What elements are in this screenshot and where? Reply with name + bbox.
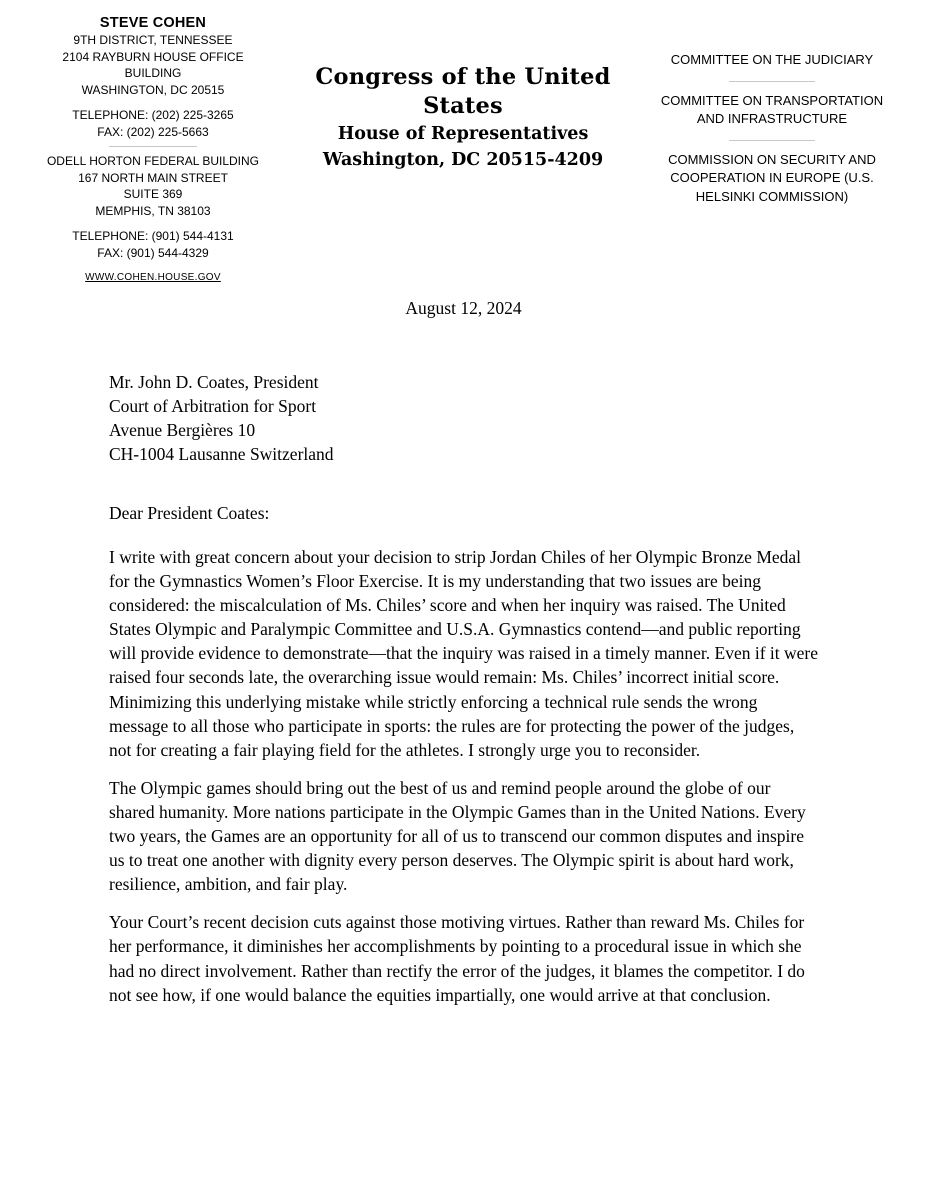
member-contact-block (38, 14, 268, 287)
salutation: Dear President Coates: (109, 503, 270, 523)
masthead-house: House of Representatives (337, 124, 589, 144)
local-office-line-2: 167 NORTH MAIN STREET (78, 170, 228, 185)
dc-office-line-1: 2104 RAYBURN HOUSE OFFICE BUILDING (62, 49, 244, 80)
local-fax: FAX: (901) 544-4329 (97, 245, 209, 260)
recipient-address (109, 370, 334, 466)
body-paragraph: I write with great concern about your decision to strip Jordan Chiles of her Olympic Bronze Medal for the Gymnastics Women’s Floor Exercise. It is my understanding that two issues are being considered: the miscalculation of Ms. Chiles’ score and when her inquiry was raised. The United States Olympic and Paralympic Committee and U.S.A. Gymnastics contend—and public reporting will provide evidence to demonstrate—that the inquiry was raised in a timely manner. Even if it were raised four seconds late, the overarching issue would remain: Ms. Chiles’ incorrect initial score. Minimizing this underlying mistake while strictly enforcing a technical rule sends the wrong message to all those who participate in sports: the rules are for protecting the power of the judges, not for creating a fair playing field for the athletes. I strongly urge you to reconsider. (109, 547, 819, 760)
body-paragraph: The Olympic games should bring out the best of us and remind people around the globe of our shared humanity. More nations participate in the Olympic Games than in the United Nations. Every two years, the Games are an opportunity for all of us to transcend our common disputes and inspire us to treat one another with dignity every person deserves. The Olympic spirit is about hard work, resilience, ambition, and fair play. (109, 777, 806, 895)
member-name: STEVE COHEN (99, 15, 207, 31)
dc-office-line-2: WASHINGTON, DC 20515 (81, 82, 225, 97)
local-office-line-1: ODELL HORTON FEDERAL BUILDING (46, 154, 260, 168)
letter-body (109, 545, 819, 1021)
local-office-line-3: SUITE 369 (123, 187, 183, 201)
masthead-address: Washington, DC 20515-4209 (322, 150, 604, 170)
recipient-line: Court of Arbitration for Sport (109, 396, 317, 416)
local-telephone: TELEPHONE: (901) 544-4131 (72, 229, 234, 243)
member-district: 9TH DISTRICT, TENNESSEE (73, 33, 233, 47)
divider (729, 140, 815, 141)
congress-masthead (278, 63, 648, 173)
body-paragraph: Your Court’s recent decision cuts against those motiving virtues. Rather than reward Ms. Chiles for her performance, it diminishes her accomplishments by pointing to a procedural issue in which she had no direct involvement. Rather than rectify the error of the judges, it blames the competitor. I do not see how, if one would balance the equities impartially, one would arrive at that conclusion. (109, 912, 805, 1005)
masthead-congress: Congress of the United States (315, 64, 611, 119)
dc-telephone: TELEPHONE: (202) 225-3265 (72, 108, 234, 122)
dc-fax: FAX: (202) 225-5663 (97, 124, 209, 139)
committee-item: COMMITTEE ON THE JUDICIARY (670, 52, 874, 67)
letter-date: August 12, 2024 (405, 298, 522, 318)
divider (729, 81, 815, 82)
recipient-line: Mr. John D. Coates, President (109, 372, 319, 392)
committee-item: COMMISSION ON SECURITY AND COOPERATION IN EUROPE (U.S. HELSINKI COMMISSION) (668, 151, 876, 204)
divider (109, 146, 197, 147)
recipient-line: Avenue Bergières 10 (109, 420, 256, 440)
local-office-line-4: MEMPHIS, TN 38103 (95, 203, 211, 218)
committee-list (652, 51, 892, 206)
committee-item: COMMITTEE ON TRANSPORTATION AND INFRASTRUCTURE (660, 92, 884, 126)
website-link[interactable]: WWW.COHEN.HOUSE.GOV (85, 272, 221, 283)
recipient-line: CH-1004 Lausanne Switzerland (109, 444, 334, 464)
